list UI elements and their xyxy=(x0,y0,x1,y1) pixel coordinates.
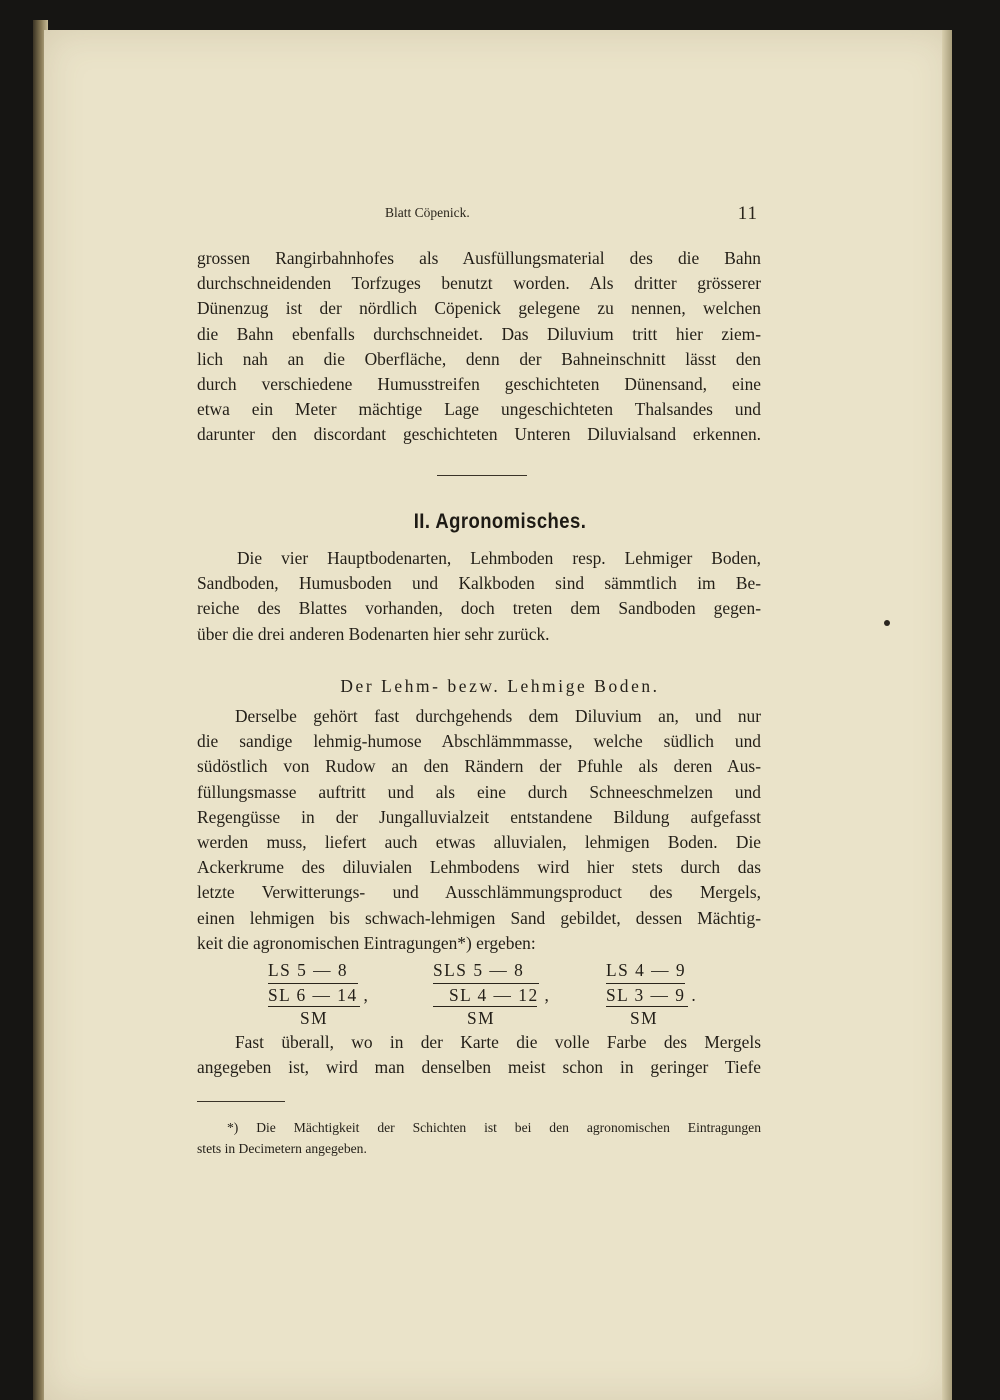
text-line: etwa ein Meter mächtige Lage ungeschichteten Thalsandes und xyxy=(197,399,761,420)
formula-separator: , xyxy=(357,985,370,1005)
text-line: über die drei anderen Bodenarten hier sehr zurück. xyxy=(197,623,550,644)
text-line: Fast überall, wo in der Karte die volle Farbe des Mergels xyxy=(235,1032,761,1052)
text-line: keit die agronomischen Eintragungen*) ergeben: xyxy=(197,932,536,953)
text-line: südöstlich von Rudow an den Rändern der Pfuhle als deren Aus- xyxy=(197,756,761,777)
text-line: Derselbe gehört fast durchgehends dem Diluvium an, und nur xyxy=(235,706,761,726)
formula-middle: SL 6 — 14 xyxy=(268,985,358,1005)
formula-3 xyxy=(606,960,697,1029)
paragraph-4 xyxy=(197,1030,761,1080)
footnote-line: stets in Decimetern angegeben. xyxy=(197,1141,367,1156)
formula-top: LS 4 — 9 xyxy=(606,960,687,980)
paragraph-2 xyxy=(197,546,761,647)
text-line: die sandige lehmig-humose Abschlämmmasse, welche südlich und xyxy=(197,731,761,752)
formula-bottom: SM xyxy=(606,1006,688,1029)
formula-bottom: SM xyxy=(433,1006,537,1029)
formula-separator: , xyxy=(538,985,551,1005)
formula-top: SLS 5 — 8 xyxy=(433,960,525,980)
subheading: Der Lehm- bezw. Lehmige Boden. xyxy=(340,676,660,696)
paragraph-1 xyxy=(197,246,761,448)
page-edge xyxy=(942,30,952,1400)
section-heading: II. Agronomisches. xyxy=(413,510,587,533)
footnote-rule xyxy=(197,1101,285,1102)
section-divider xyxy=(437,475,527,476)
text-line: Dünenzug ist der nördlich Cöpenick gelegene zu nennen, welchen xyxy=(197,298,761,319)
text-line: lich nah an die Oberfläche, denn der Bahneinschnitt lässt den xyxy=(197,348,761,369)
paragraph-3 xyxy=(197,704,761,956)
text-line: Die vier Hauptbodenarten, Lehmboden resp. Lehmiger Boden, xyxy=(237,548,761,568)
formula-top: LS 5 — 8 xyxy=(268,960,349,980)
text-line: die Bahn ebenfalls durchschneidet. Das Diluvium tritt hier ziem- xyxy=(197,323,761,344)
text-line: grossen Rangirbahnhofes als Ausfüllungsmaterial des die Bahn xyxy=(197,248,761,268)
formula-middle: SL 4 — 12 xyxy=(433,983,539,1006)
formula-middle: SL 3 — 9 xyxy=(606,985,686,1005)
formula-bottom: SM xyxy=(268,1006,360,1029)
page-number: 11 xyxy=(737,203,758,224)
text-line: einen lehmigen bis schwach-lehmigen Sand gebildet, dessen Mächtig- xyxy=(197,907,761,928)
text-line: angegeben ist, wird man denselben meist schon in geringer Tiefe xyxy=(197,1057,761,1078)
text-line: letzte Verwitterungs- und Ausschlämmungsproduct des Mergels, xyxy=(197,882,761,903)
text-line: füllungsmasse auftritt und als eine durch Schneeschmelzen und xyxy=(197,781,761,802)
formula-2 xyxy=(433,960,550,1029)
text-line: durch verschiedene Humusstreifen geschichteten Dünensand, eine xyxy=(197,373,761,394)
text-line: reiche des Blattes vorhanden, doch treten dem Sandboden gegen- xyxy=(197,598,761,619)
formula-separator: . xyxy=(685,985,698,1005)
footnote xyxy=(197,1117,761,1159)
text-line: durchschneidenden Torfzuges benutzt worden. Als dritter grösserer xyxy=(197,273,761,294)
text-line: Ackerkrume des diluvialen Lehmbodens wird hier stets durch das xyxy=(197,857,761,878)
running-head-title: Blatt Cöpenick. xyxy=(385,205,470,220)
text-line: Sandboden, Humusboden und Kalkboden sind sämmtlich im Be- xyxy=(197,573,761,594)
text-line: Regengüsse in der Jungalluvialzeit entstandene Bildung aufgefasst xyxy=(197,806,761,827)
text-line: darunter den discordant geschichteten Unteren Diluvialsand erkennen. xyxy=(197,424,761,445)
ink-spot xyxy=(884,620,890,626)
footnote-line: *) Die Mächtigkeit der Schichten ist bei den agronomischen Eintragungen xyxy=(227,1120,761,1135)
formula-1 xyxy=(268,960,369,1029)
text-line: werden muss, liefert auch etwas alluvialen, lehmigen Boden. Die xyxy=(197,831,761,852)
